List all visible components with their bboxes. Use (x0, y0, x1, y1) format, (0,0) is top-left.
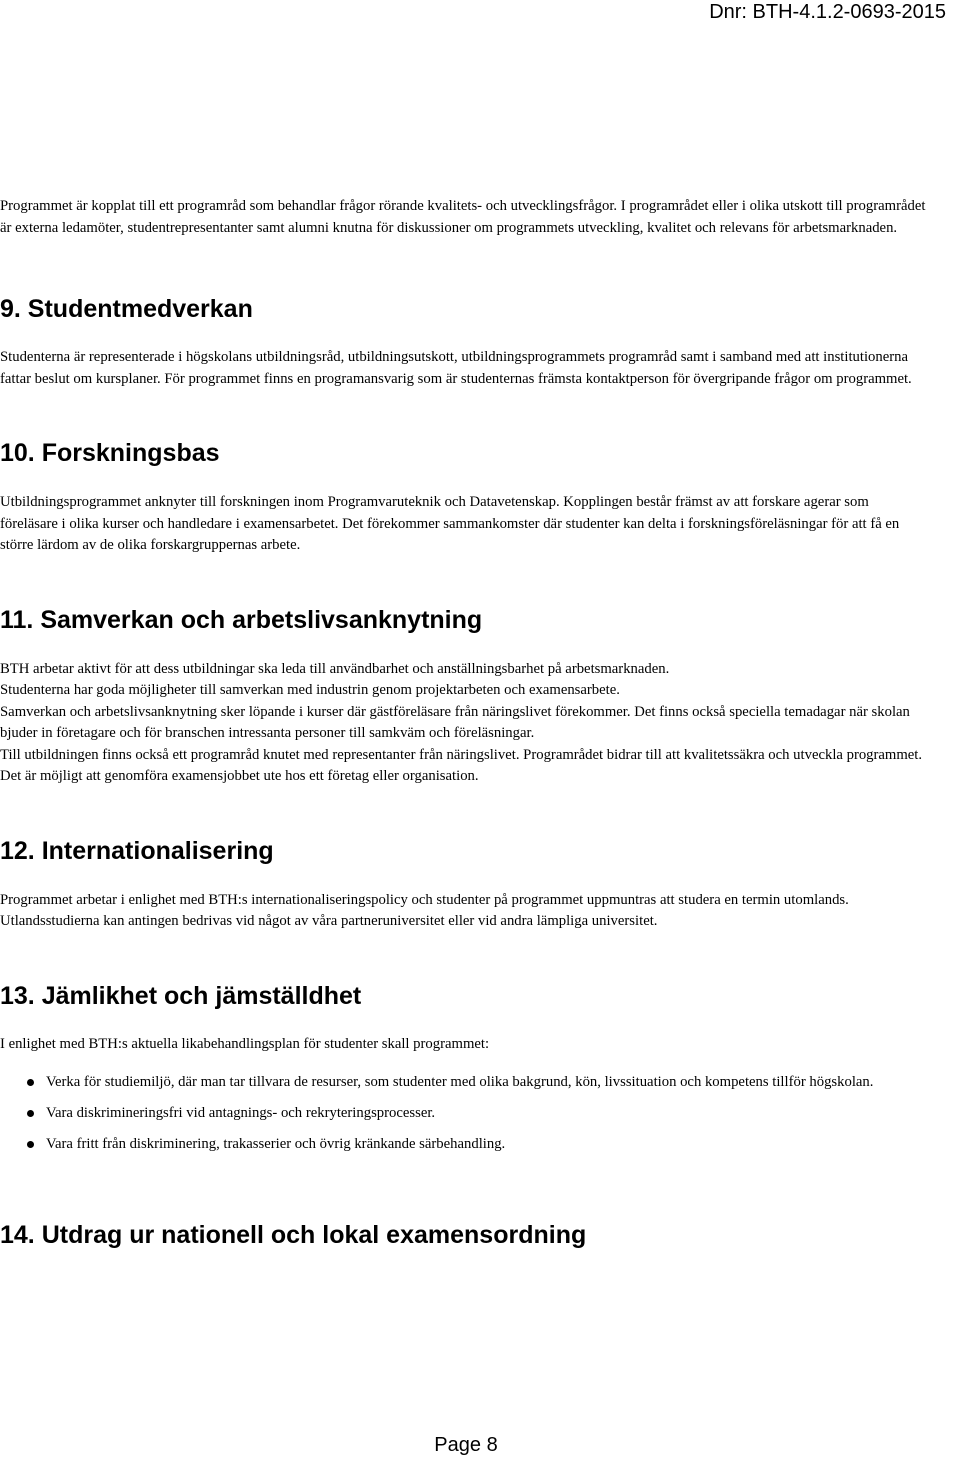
intro-paragraph: Programmet är kopplat till ett programråd som behandlar frågor rörande kvalitets- och utvecklingsfrågor. I programrådet eller i olika utskott till programrådet är externa ledamöter, studentrepresentanter samt alumni knutna för diskussioner om programmets utveckling, kvalitet och relevans för arbetsmarknaden. (0, 198, 926, 236)
bullet-icon (27, 1110, 34, 1117)
section-11-body (0, 659, 930, 788)
section-11-line: Studenterna har goda möjligheter till samverkan med industrin genom projektarbeten och examensarbete. (0, 682, 620, 698)
list-item-text: Verka för studiemiljö, där man tar tillvara de resurser, som studenter med olika bakgrund, kön, livssituation och kompetens tillför högskolan. (46, 1074, 874, 1090)
section-13-heading: 13. Jämlikhet och jämställdhet (0, 981, 362, 1010)
list-item-text: Vara fritt från diskriminering, trakasserier och övrig kränkande särbehandling. (46, 1136, 506, 1152)
page-number: Page 8 (434, 1434, 498, 1456)
bullet-icon (27, 1141, 34, 1148)
section-9-paragraph: Studenterna är representerade i högskolans utbildningsråd, utbildningsutskott, utbildningsprogrammets programråd samt i samband med att institutionerna fattar beslut om kursplaner. För programmet finns en programansvarig som är studenternas främsta kontaktperson för övergripande frågor om programmet. (0, 349, 912, 387)
section-14-heading: 14. Utdrag ur nationell och lokal examensordning (0, 1221, 587, 1249)
section-10-paragraph: Utbildningsprogrammet anknyter till forskningen inom Programvaruteknik och Datavetenskap. Kopplingen består främst av att forskare agerar som föreläsare i olika kurser och handledare i examensarbetet. Det förekommer sammankomster där studenter kan delta i forskningsföreläsningar för att få en större lärdom av de olika forskargruppernas arbete. (0, 494, 900, 553)
section-11-line: BTH arbetar aktivt för att dess utbildningar ska leda till användbarhet och anställningsbarhet på arbetsmarknaden. (0, 660, 670, 677)
section-9-heading: 9. Studentmedverkan (0, 295, 253, 323)
list-item (46, 1067, 930, 1098)
section-13-paragraph: I enlighet med BTH:s aktuella likabehandlingsplan för studenter skall programmet: (0, 1035, 490, 1052)
document-number: Dnr: BTH-4.1.2-0693-2015 (709, 1, 946, 23)
section-11-line: Det är möjligt att genomföra examensjobbet ute hos ett företag eller organisation. (0, 768, 479, 784)
section-11-line: Samverkan och arbetslivsanknytning sker löpande i kurser där gästföreläsare från näringslivet förekommer. Det finns också speciella temadagar när skolan bjuder in företagare och för branschen intressanta personer till samkväm och föreläsningar. (0, 703, 910, 741)
section-11-heading: 11. Samverkan och arbetslivsanknytning (0, 605, 483, 634)
list-item (46, 1129, 930, 1160)
list-item (46, 1098, 930, 1129)
section-10-heading: 10. Forskningsbas (0, 439, 220, 467)
list-item-text: Vara diskrimineringsfri vid antagnings- och rekryteringsprocesser. (46, 1105, 436, 1121)
section-11-line: Till utbildningen finns också ett programråd knutet med representanter från näringslivet. Programrådet bidrar till att kvalitetssäkra och utveckla programmet. (0, 746, 923, 763)
section-12-heading: 12. Internationalisering (0, 836, 274, 865)
section-13-bullet-list (0, 1067, 930, 1160)
section-12-paragraph: Programmet arbetar i enlighet med BTH:s internationaliseringspolicy och studenter på programmet uppmuntras att studera en termin utomlands. Utlandsstudierna kan antingen bedrivas vid något av våra partneruniversitet eller vid andra lämpliga universitet. (0, 891, 849, 929)
bullet-icon (27, 1079, 34, 1086)
document-body (0, 196, 930, 1250)
